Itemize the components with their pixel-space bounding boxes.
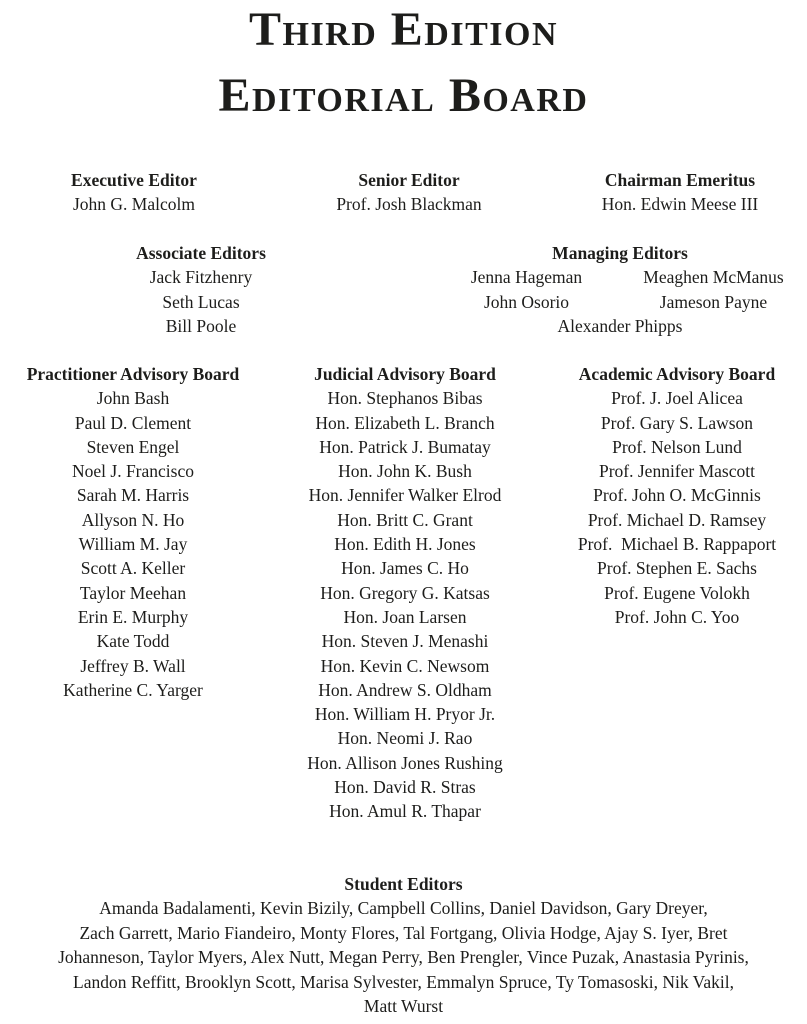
board-member-name: Hon. Edith H. Jones <box>334 534 476 555</box>
board-member-name: Hon. Allison Jones Rushing <box>307 752 503 773</box>
senior-editor-section <box>294 168 524 217</box>
academic-advisory-board-section <box>552 362 802 629</box>
executive-editor-section <box>34 168 234 217</box>
board-member-name: Hon. David R. Stras <box>334 777 476 798</box>
board-member-name: Hon. Britt C. Grant <box>337 509 473 530</box>
board-member-name: Prof. Michael B. Rappaport <box>577 534 777 555</box>
student-editors-line: Johanneson, Taylor Myers, Alex Nutt, Megan Perry, Ben Prengler, Vince Puzak, Anastasia Pyrinis, <box>58 947 749 968</box>
board-member-name: Hon. Kevin C. Newsom <box>320 655 490 676</box>
senior-editor-name: Prof. Josh Blackman <box>336 194 482 215</box>
board-member-name: Prof. John O. McGinnis <box>593 485 761 506</box>
managing-editor-name: Jenna Hageman <box>470 267 583 288</box>
student-editors-line: Landon Reffitt, Brooklyn Scott, Marisa Sylvester, Emmalyn Spruce, Ty Tomasoski, Nik Vakil, <box>73 971 734 992</box>
managing-editor-name: Alexander Phipps <box>557 315 683 336</box>
senior-editor-heading: Senior Editor <box>358 170 460 190</box>
managing-editor-name: Jameson Payne <box>659 291 768 312</box>
board-member-name: Hon. Joan Larsen <box>343 606 467 627</box>
board-member-name: Jeffrey B. Wall <box>80 655 186 676</box>
managing-editors-heading: Managing Editors <box>552 243 688 263</box>
board-member-name: Hon. Amul R. Thapar <box>329 801 481 822</box>
board-member-name: Hon. Neomi J. Rao <box>337 728 473 749</box>
board-member-name: William M. Jay <box>78 534 188 555</box>
board-member-name: Prof. John C. Yoo <box>614 606 740 627</box>
practitioner-advisory-board-heading: Practitioner Advisory Board <box>26 364 240 384</box>
board-member-name: Noel J. Francisco <box>72 461 194 482</box>
academic-advisory-board-heading: Academic Advisory Board <box>578 364 776 384</box>
associate-editors-section <box>100 241 302 338</box>
board-member-name: Taylor Meehan <box>79 582 187 603</box>
board-member-name: Hon. John K. Bush <box>338 461 472 482</box>
board-member-name: Hon. Patrick J. Bumatay <box>319 436 491 457</box>
board-member-name: Prof. Jennifer Mascott <box>598 461 755 482</box>
board-member-name: Hon. Gregory G. Katsas <box>320 582 490 603</box>
board-member-name: Prof. Michael D. Ramsey <box>587 509 767 530</box>
board-member-name: Hon. Jennifer Walker Elrod <box>308 485 502 506</box>
associate-editor-name: Bill Poole <box>165 315 237 336</box>
board-member-name: Hon. Andrew S. Oldham <box>318 679 492 700</box>
board-member-name: Hon. Stephanos Bibas <box>327 388 483 409</box>
managing-editor-name: Meaghen McManus <box>643 267 784 288</box>
page-title-line-2: Editorial Board <box>218 69 589 122</box>
managing-editors-section <box>440 241 800 338</box>
executive-editor-name: John G. Malcolm <box>72 194 195 215</box>
chairman-emeritus-section <box>564 168 796 217</box>
board-member-name: Prof. J. Joel Alicea <box>611 388 743 409</box>
page-title-line-1: Third Edition <box>248 3 558 56</box>
judicial-advisory-board-heading: Judicial Advisory Board <box>314 364 496 384</box>
board-member-name: Prof. Eugene Volokh <box>604 582 750 603</box>
board-member-name: Paul D. Clement <box>74 412 192 433</box>
board-member-name: Katherine C. Yarger <box>63 679 203 700</box>
chairman-emeritus-name: Hon. Edwin Meese III <box>601 194 759 215</box>
chairman-emeritus-heading: Chairman Emeritus <box>604 170 756 190</box>
board-member-name: Sarah M. Harris <box>76 485 190 506</box>
board-member-name: John Bash <box>96 388 170 409</box>
board-member-name: Prof. Stephen E. Sachs <box>597 558 757 579</box>
student-editors-heading: Student Editors <box>344 874 463 894</box>
board-member-name: Prof. Nelson Lund <box>612 436 742 457</box>
student-editors-line: Amanda Badalamenti, Kevin Bizily, Campbell Collins, Daniel Davidson, Gary Dreyer, <box>99 898 708 919</box>
board-member-name: Hon. William H. Pryor Jr. <box>314 704 496 725</box>
student-editors-line: Matt Wurst <box>363 996 444 1017</box>
student-editors-section <box>0 872 807 1018</box>
board-member-name: Hon. James C. Ho <box>341 558 469 579</box>
board-member-name: Allyson N. Ho <box>81 509 185 530</box>
board-member-name: Kate Todd <box>96 631 170 652</box>
associate-editor-name: Jack Fitzhenry <box>149 267 253 288</box>
board-member-name: Hon. Steven J. Menashi <box>321 631 489 652</box>
managing-editor-name: John Osorio <box>483 291 570 312</box>
board-member-name: Steven Engel <box>86 436 180 457</box>
executive-editor-heading: Executive Editor <box>71 170 197 190</box>
board-member-name: Erin E. Murphy <box>77 606 189 627</box>
associate-editor-name: Seth Lucas <box>162 291 240 312</box>
board-member-name: Scott A. Keller <box>80 558 186 579</box>
board-member-name: Hon. Elizabeth L. Branch <box>315 412 495 433</box>
board-member-name: Prof. Gary S. Lawson <box>600 412 754 433</box>
practitioner-advisory-board-section <box>8 362 258 702</box>
associate-editors-heading: Associate Editors <box>136 243 266 263</box>
judicial-advisory-board-section <box>280 362 530 824</box>
student-editors-line: Zach Garrett, Mario Fiandeiro, Monty Flores, Tal Fortgang, Olivia Hodge, Ajay S. Iyer, Bret <box>79 922 728 943</box>
